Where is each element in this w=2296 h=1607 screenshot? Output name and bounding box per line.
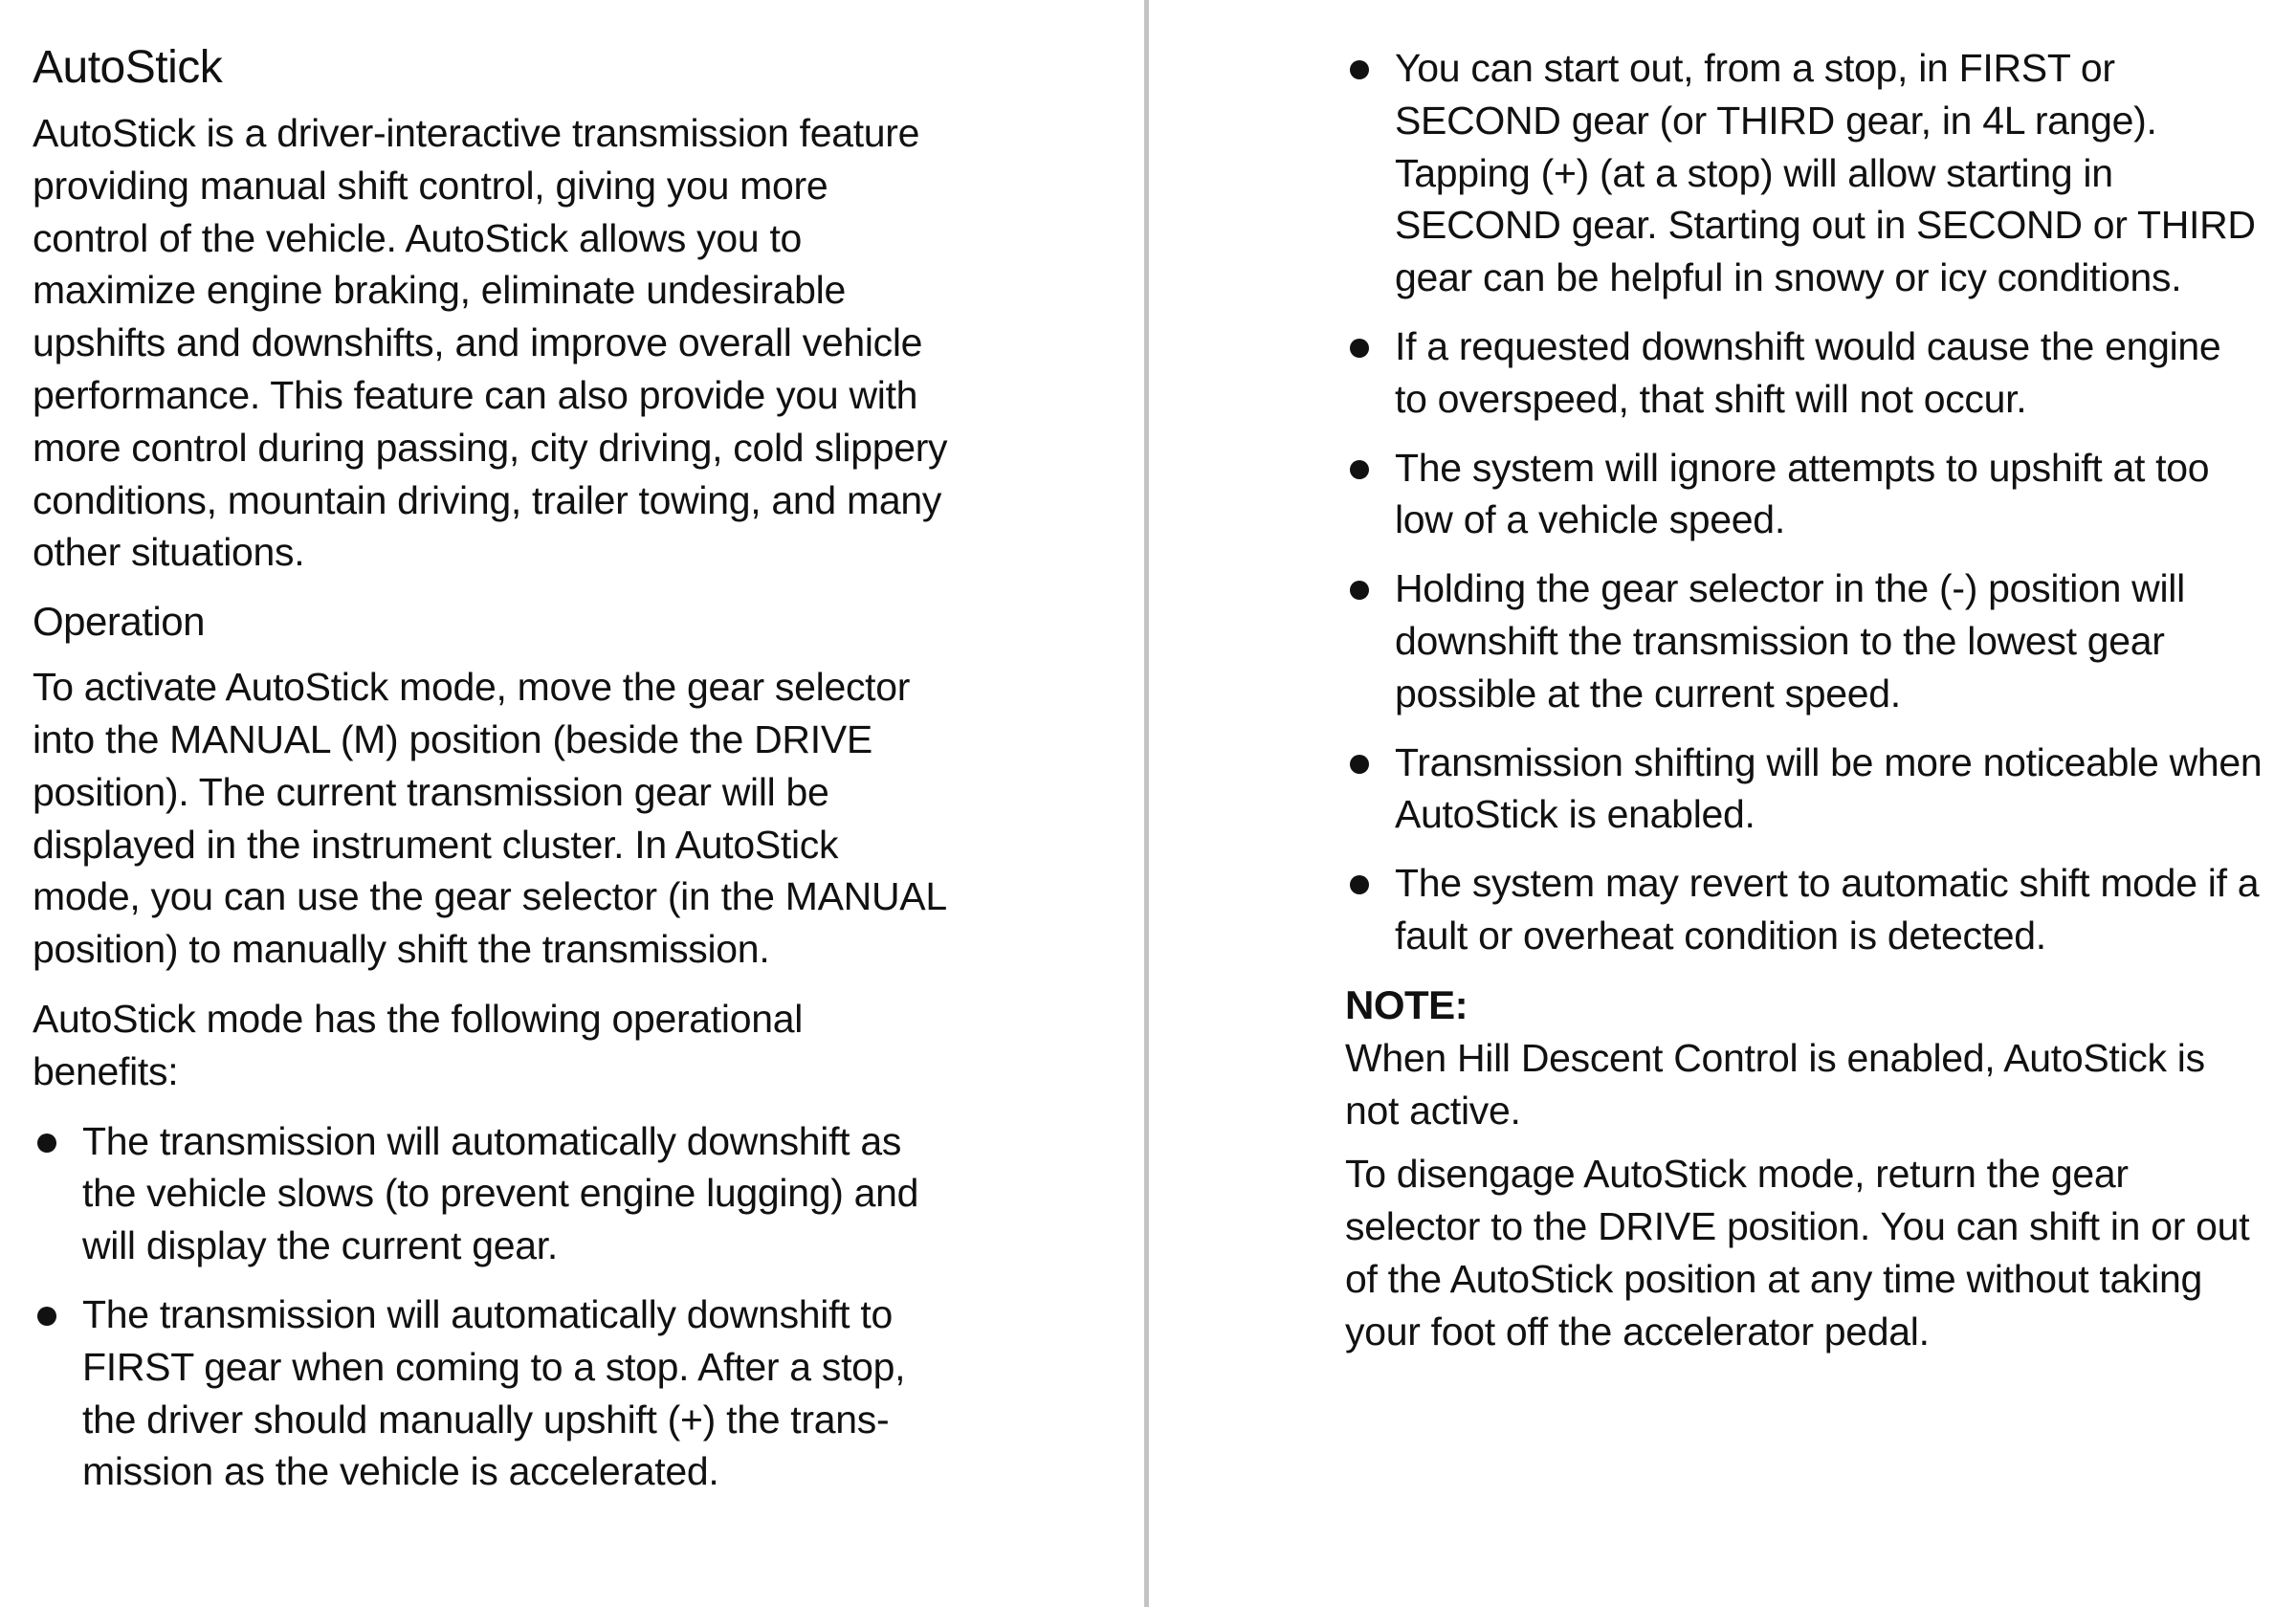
bullet-icon: [1350, 339, 1369, 358]
benefits-list-right: [1345, 42, 2263, 962]
list-item-text: The transmission will automatically downshift as the vehicle slows (to prevent engine lugging) and will display the current gear.: [82, 1118, 919, 1268]
bullet-icon: [37, 1307, 56, 1326]
note-text: When Hill Descent Control is enabled, AutoStick is not active.: [1345, 1035, 2205, 1133]
intro-paragraph: AutoStick is a driver-interactive transmission feature providing manual shift control, giving you more control of the vehicle. AutoStick allows you to maximize engine braking, eliminate undesirable upshifts and downshifts, and improve overall vehicle performance. This feature can also provide you with more control during passing, city driving, cold slippery conditions, mountain driving, trailer towing, and many other situations.: [33, 111, 948, 575]
bullet-icon: [1350, 755, 1369, 774]
operation-subheading: Operation: [33, 599, 205, 645]
column-divider: [1144, 0, 1149, 1607]
list-item: [1345, 442, 2263, 547]
list-item: [33, 1115, 951, 1272]
list-item-text: The system may revert to automatic shift mode if a fault or overheat condition is detected.: [1395, 861, 2260, 958]
list-item-text: The transmission will automatically downshift to FIRST gear when coming to a stop. After a stop, the driver should manually upshift (+) the trans-mission as the vehicle is accelerated.: [82, 1291, 906, 1494]
list-item-text: Holding the gear selector in the (-) position will downshift the transmission to the lowest gear possible at the current speed.: [1395, 566, 2185, 715]
benefits-list-left: [33, 1115, 951, 1499]
right-column: [1345, 42, 2263, 1376]
list-item: [33, 1288, 951, 1498]
bullet-icon: [1350, 875, 1369, 894]
note-label: NOTE:: [1345, 981, 1468, 1027]
bullet-icon: [37, 1134, 56, 1153]
operation-paragraph: To activate AutoStick mode, move the gear selector into the MANUAL (M) position (beside the DRIVE position). The current transmission gear will be displayed in the instrument cluster. In AutoStick mode, you can use the gear selector (in the MANUAL position) to manually shift the transmission.: [33, 665, 946, 972]
list-item-text: The system will ignore attempts to upshift at too low of a vehicle speed.: [1395, 445, 2210, 542]
left-column: [33, 38, 951, 1514]
benefits-intro-paragraph: AutoStick mode has the following operational benefits:: [33, 996, 804, 1093]
list-item-text: You can start out, from a stop, in FIRST or SECOND gear (or THIRD gear, in 4L range). Tapping (+) (at a stop) will allow starting in SECOND gear. Starting out in SECOND or THIRD gear can be helpful in snowy or icy conditions.: [1395, 46, 2256, 300]
list-item-text: If a requested downshift would cause the engine to overspeed, that shift will not occur.: [1395, 323, 2221, 421]
list-item: [1345, 562, 2263, 719]
bullet-icon: [1350, 581, 1369, 600]
list-item: [1345, 737, 2263, 842]
bullet-icon: [1350, 460, 1369, 479]
disengage-paragraph: To disengage AutoStick mode, return the gear selector to the DRIVE position. You can shift in or out of the AutoStick position at any time without taking your foot off the accelerator pedal.: [1345, 1152, 2250, 1354]
list-item: [1345, 320, 2263, 426]
list-item: [1345, 42, 2263, 304]
section-title: AutoStick: [33, 42, 223, 93]
list-item: [1345, 857, 2263, 962]
list-item-text: Transmission shifting will be more noticeable when AutoStick is enabled.: [1395, 739, 2263, 837]
bullet-icon: [1350, 60, 1369, 79]
